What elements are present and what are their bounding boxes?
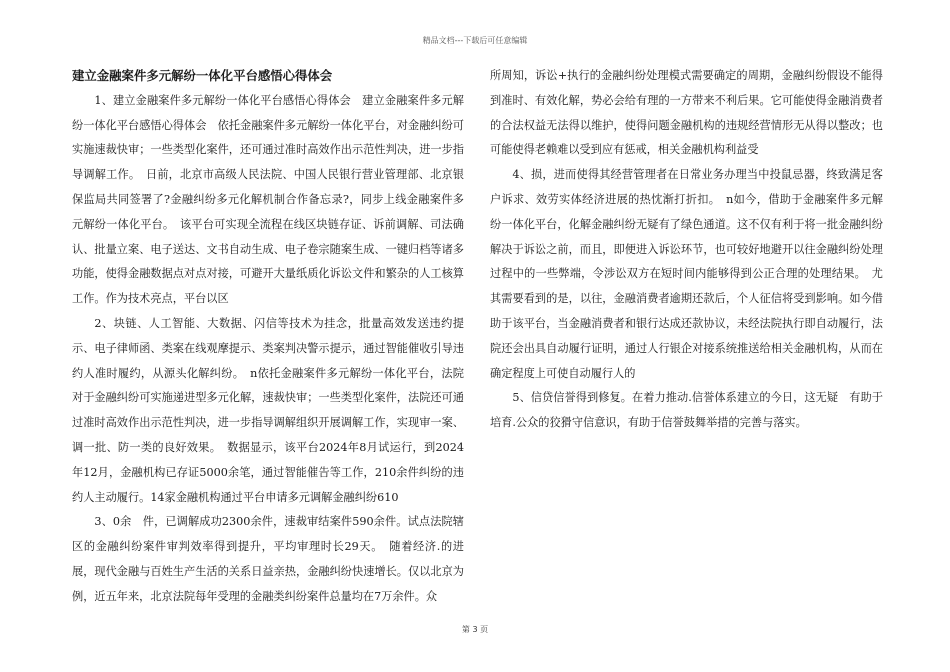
paragraph-1: 1、建立金融案件多元解纷一体化平台感悟心得体会 建立金融案件多元解纷一体化平台感悟心得体会 依托金融案件多元解纷一体化平台，对金融纠纷可实施速裁快审；一些类型化案件，还可通过准时高效作出示范性判决，进一步指导调解工作。 日前，北京市高级人民法院、中国人民银行营业管理部、北京银保监局共同签署了?金融纠纷多元化解机制合作备忘录?，同步上线金融案件多元解纷一体化平台。 该平台可实现全流程在线区块链存证、诉前调解、司法确认、批量立案、电子送达、文书自动生成、电子卷宗随案生成、一键归档等诸多功能，使得金融数据点对点对接，可避开大量纸质化诉讼文件和繁杂的人工核算工作。作为技术亮点，平台以区 — [72, 93, 464, 306]
page-number: 第 3 页 — [461, 625, 489, 634]
right-column — [490, 64, 883, 436]
paragraph-2: 2、块链、人工智能、大数据、闪信等技术为挂念，批量高效发送违约提示、电子律师函、类案在线观摩提示、类案判决警示提示，通过智能催收引导违约人准时履约，从源头化解纠纷。 n依托金融案件多元解纷一体化平台，法院对于金融纠纷可实施递进型多元化解，速裁快审；一些类型化案件，法院还可通过准时高效作出示范性判决，进一步指导调解组织开展调解工作，实现审一案、调一批、防一类的良好效果。 数据显示，该平台2024年8月试运行，到2024年12月，金融机构已存证5000余笔，通过智能催告等工作，210余件纠纷的违约人主动履行。14家金融机构通过平台申请多元调解金融纠纷610 — [72, 316, 464, 504]
paragraph-4: 4、损，进而使得其经营管理者在日常业务办理当中投鼠忌器，终致满足客户诉求、效劳实体经济进展的热忱渐打折扣。 n如今，借助于金融案件多元解纷一体化平台，化解金融纠纷无疑有了绿色通道。这不仅有利于将一批金融纠纷解决于诉讼之前，而且，即便进入诉讼环节，也可较好地避开以往金融纠纷处理过程中的一些弊端，令涉讼双方在短时间内能够得到公正合理的处理结果。 尤其需要看到的是，以往，金融消费者逾期还款后，个人征信将受到影响。如今借助于该平台，当金融消费者和银行达成还款协议，未经法院执行即自动履行，法院还会出具自动履行证明，通过人行银企对接系统推送给相关金融机构，从而在确定程度上可使自动履行人的 — [490, 168, 883, 380]
page-header: 精品文档---下载后可任意编辑 — [422, 36, 528, 45]
paragraph-5: 5、信贷信誉得到修复。在着力推动.信誉体系建立的今日，这无疑 有助于培育.公众的狡猾守信意识，有助于信誉鼓舞举措的完善与落实。 — [490, 391, 883, 430]
paragraph-3-continued: 所周知，诉讼+执行的金融纠纷处理模式需要确定的周期，金融纠纷假设不能得到准时、有效化解，势必会给有理的一方带来不利后果。它可能使得金融消费者的合法权益无法得以维护，使得问题金融机构的违规经营情形无从得以整改；也可能使得老赖难以受到应有惩戒，相关金融机构利益受 — [490, 69, 883, 157]
left-column — [72, 64, 464, 610]
paragraph-3: 3、0余 件，已调解成功2300余件，速裁审结案件590余件。试点法院辖区的金融纠纷案件审判效率得到提升，平均审理时长29天。 随着经济.的进展，现代金融与百姓生产生活的关系日益亲热，金融纠纷快速增长。仅以北京为例，近五年来，北京法院每年受理的金融类纠纷案件总量均在7万余件。众 — [72, 515, 464, 603]
document-title: 建立金融案件多元解纷一体化平台感悟心得体会 — [72, 68, 333, 83]
